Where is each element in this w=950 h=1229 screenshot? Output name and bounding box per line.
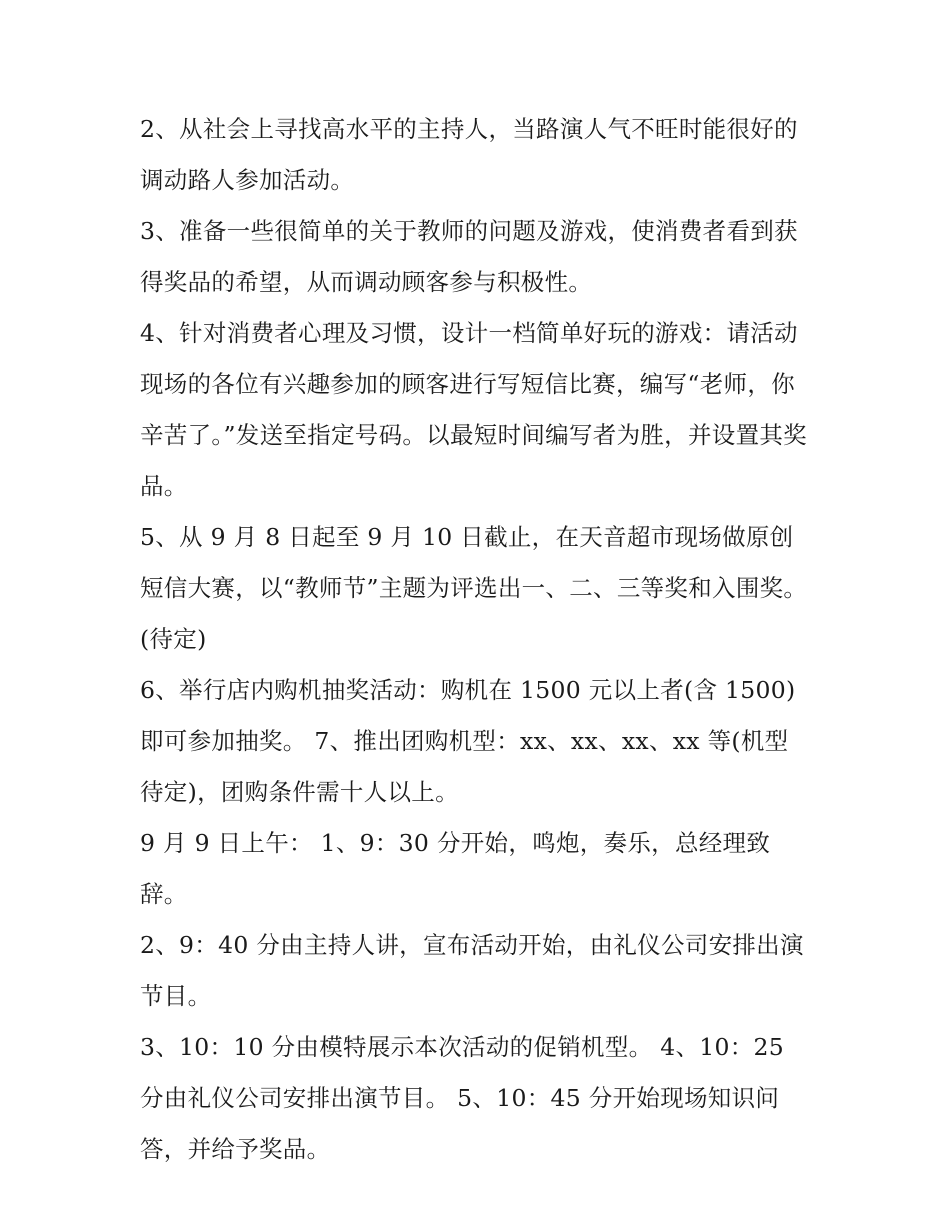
document-body [140, 104, 810, 1175]
paragraph-lottery-group-buy: 6、举行店内购机抽奖活动：购机在 1500 元以上者(含 1500)即可参加抽奖。 7、推出团购机型：xx、xx、xx、xx 等(机型待定)，团购条件需十人以上。 [140, 676, 796, 806]
paragraph-sms-game: 4、针对消费者心理及习惯，设计一档简单好玩的游戏：请活动现场的各位有兴趣参加的顾客进行写短信比赛，编写“老师，你辛苦了。”发送至指定号码。以最短时间编写者为胜，并设置其奖品。 [140, 319, 807, 500]
paragraph-teacher-quiz: 3、准备一些很简单的关于教师的问题及游戏，使消费者看到获得奖品的希望，从而调动顾客参与积极性。 [140, 217, 798, 296]
paragraph-host-recruitment: 2、从社会上寻找高水平的主持人，当路演人气不旺时能很好的调动路人参加活动。 [140, 115, 798, 194]
paragraph-sms-contest: 5、从 9 月 8 日起至 9 月 10 日截止，在天音超市现场做原创短信大赛，以“教师节”主题为评选出一、二、三等奖和入围奖。(待定) [140, 523, 808, 653]
paragraph-schedule-opening: 9 月 9 日上午： 1、9：30 分开始，鸣炮，奏乐，总经理致辞。 [140, 829, 771, 908]
paragraph-schedule-host: 2、9：40 分由主持人讲，宣布活动开始，由礼仪公司安排出演节目。 [140, 931, 804, 1010]
paragraph-schedule-models-quiz: 3、10：10 分由模特展示本次活动的促销机型。 4、10：25 分由礼仪公司安排出演节目。 5、10：45 分开始现场知识问答，并给予奖品。 [140, 1033, 785, 1163]
